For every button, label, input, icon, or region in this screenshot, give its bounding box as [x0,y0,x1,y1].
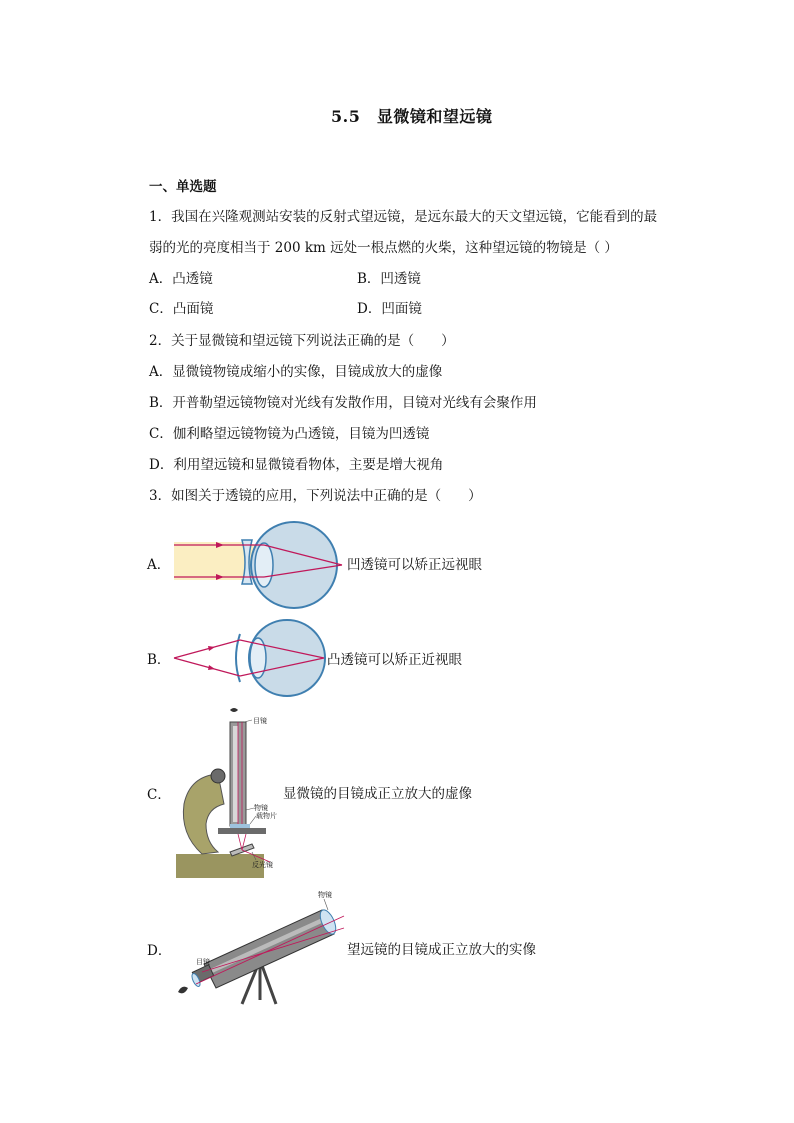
stage [218,828,266,834]
q3-option-c-letter[interactable]: C． [147,787,171,803]
label-mirror: 反光镜 [252,861,273,869]
q2-stem: 2．关于显微镜和望远镜下列说法正确的是（ ） [149,333,455,349]
q2-option-b[interactable]: B．开普勒望远镜物镜对光线有发散作用，目镜对光线有会聚作用 [149,395,537,411]
q2-option-d[interactable]: D．利用望远镜和显微镜看物体，主要是增大视角 [149,457,444,473]
q3-option-b-letter[interactable]: B． [147,652,171,668]
q1-stem-line2: 弱的光的亮度相当于 200 km 远处一根点燃的火柴，这种望远镜的物镜是（ ） [149,240,618,256]
eye-icon [178,987,188,994]
q3-option-d-caption: 望远镜的目镜成正立放大的实像 [347,942,536,958]
q1-option-d[interactable]: D．凹面镜 [357,301,422,317]
q1-option-a[interactable]: A．凸透镜 [149,271,213,287]
label-eyepiece: 目镜 [196,958,210,966]
label-slide: 载物片 [256,812,277,820]
q1-option-c[interactable]: C．凸面镜 [149,301,214,317]
microscope-figure [172,704,280,882]
q1-option-b[interactable]: B．凹透镜 [357,271,421,287]
q2-option-c[interactable]: C．伽利略望远镜物镜为凸透镜，目镜为凹透镜 [149,426,430,442]
eye-icon [230,708,238,712]
eye-convex-lens-figure [172,616,327,700]
label-eyepiece: 目镜 [253,717,267,725]
section-heading: 一、单选题 [149,179,217,195]
focus-knob [211,769,225,783]
q3-option-b-caption: 凸透镜可以矫正近视眼 [327,652,462,668]
base [176,854,264,878]
q3-option-c-caption: 显微镜的目镜成正立放大的虚像 [283,786,472,802]
q3-option-d-letter[interactable]: D． [147,943,172,959]
label-objective: 物镜 [254,804,268,812]
telescope-figure [172,888,347,1008]
eye-concave-lens-figure [172,520,347,610]
q1-stem-line1: 1．我国在兴隆观测站安装的反射式望远镜，是远东最大的天文望远镜，它能看到的最 [149,209,658,225]
q2-option-a[interactable]: A．显微镜物镜成缩小的实像，目镜成放大的虚像 [149,364,443,380]
q3-option-a-caption: 凹透镜可以矫正远视眼 [347,557,482,573]
label-objective: 物镜 [318,891,332,899]
q3-option-a-letter[interactable]: A． [147,557,171,573]
q3-stem: 3．如图关于透镜的应用，下列说法中正确的是（ ） [149,488,482,504]
eye-lens [255,543,273,587]
page-title: 5.5 显微镜和望远镜 [331,107,493,126]
arm [183,774,224,854]
